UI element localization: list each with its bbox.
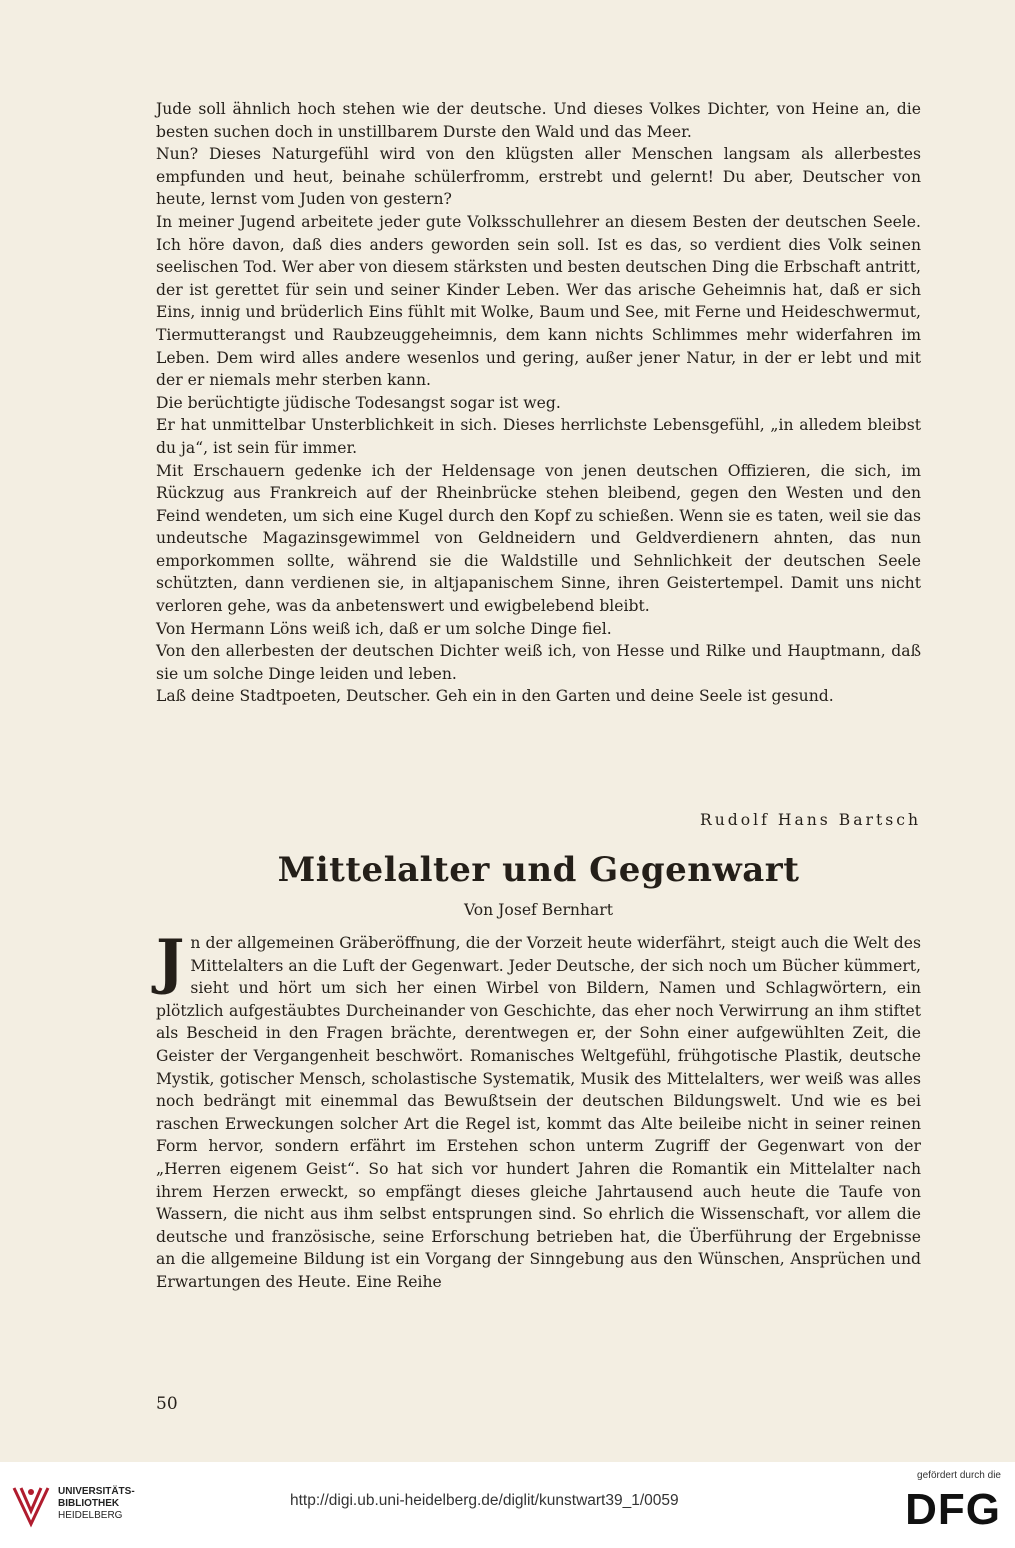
paragraph: Nun? Dieses Naturgefühl wird von den klügsten aller Menschen langsam als allerbestes empfunden und heut, beinahe schülerfromm, erstrebt und gelernt! Du aber, Deutscher von heute, lernst vom Juden von gestern? <box>156 145 921 209</box>
article-paragraph <box>156 927 921 1294</box>
author-signature: Rudolf Hans Bartsch <box>699 811 921 829</box>
article-body <box>156 927 921 1294</box>
funding-note: gefördert durch die <box>917 1470 1001 1481</box>
article-byline: Von Josef Bernhart <box>463 901 614 919</box>
university-seal-icon <box>12 1484 50 1528</box>
paragraph: Von Hermann Löns weiß ich, daß er um solche Dinge fiel. <box>156 619 612 638</box>
library-name <box>58 1486 135 1522</box>
library-name-line: UNIVERSITÄTS- <box>58 1486 135 1497</box>
paragraph: Er hat unmittelbar Unsterblichkeit in sich. Dieses herrlichste Lebensgefühl, „in alledem bleibst du ja“, ist sein für immer. <box>156 416 921 457</box>
permalink-url[interactable]: http://digi.ub.uni-heidelberg.de/diglit/kunstwart39_1/0059 <box>290 1492 679 1509</box>
paragraph: Von den allerbesten der deutschen Dichter weiß ich, von Hesse und Rilke und Hauptmann, daß sie um solche Dinge leiden und leben. <box>156 642 921 683</box>
article-title: Mittelalter und Gegenwart <box>277 850 800 890</box>
paragraph: Mit Erschauern gedenke ich der Heldensage von jenen deutschen Offizieren, die sich, im Rückzug aus Frankreich auf der Rheinbrücke stehen bleibend, gegen den Westen und den Feind wendeten, um sich eine Kugel durch den Kopf zu schießen. Wenn sie es taten, weil sie das undeutsche Magazinsgewimmel von Geldneidern und Geldverdienern ahnten, das nun emporkommen sollte, während sie die Waldstille und Sehnlichkeit der deutschen Seele schützten, dann verdienen sie, in altjapanischem Sinne, ihren Geistertempel. Damit uns nicht verloren gehe, was da anbetenswert und ewigbelebend bleibt. <box>156 461 921 616</box>
paragraph: Laß deine Stadtpoeten, Deutscher. Geh ein in den Garten und deine Seele ist gesund. <box>156 687 834 706</box>
article-text: n der allgemeinen Gräberöffnung, die der Vorzeit heute widerfährt, steigt auch die Welt des Mittelalters an die Luft der Gegenwart. Jeder Deutsche, der sich noch um Bücher kümmert, sieht und hört um sich her einen Wirbel von Bildern, Namen und Schlagwörtern, ein plötzlich aufgestäubtes Durcheinander von Geschichte, das eher noch Verwirrung an ihm stiftet als Bescheid in den Fragen brächte, derentwegen er, der Sohn einer aufgewühlten Zeit, die Geister der Vergangenheit beschwört. Romanisches Weltgefühl, frühgotische Plastik, deutsche Mystik, gotischer Mensch, scholastische Systematik, Musik des Mittelalters, wer weiß was alles noch bedrängt mit einemmal das Bewußtsein der deutschen Bildungswelt. Und wie es bei raschen Erweckungen solcher Art die Regel ist, kommt das Alte beileibe nicht in seiner reinen Form hervor, sondern erfährt im Erstehen schon unterm Zugriff der Gegenwart von der „Herren eigenem Geist“. So hat sich vor hundert Jahren die Romantik ein Mittelalter nach ihrem Herzen erweckt, so empfängt dieses gleiche Jahrtausend auch heute die Taufe von Wassern, die nicht aus ihm selbst entsprungen sind. So ehrlich die Wissenschaft, vor allem die deutsche und französische, seine Erforschung betrieben hat, die Überführung der Ergebnisse an die allgemeine Bildung ist ein Vorgang der Sinngebung aus den Wünschen, Ansprüchen und Erwartungen des Heute. Eine Reihe <box>156 934 921 1291</box>
library-name-line: BIBLIOTHEK <box>58 1498 120 1509</box>
text-block-top <box>156 98 921 708</box>
drop-cap: J <box>156 927 185 997</box>
dfg-logo: DFG <box>905 1485 1001 1534</box>
paragraph: Die berüchtigte jüdische Todesangst sogar ist weg. <box>156 393 561 412</box>
paragraph: Jude soll ähnlich hoch stehen wie der deutsche. Und dieses Volkes Dichter, von Heine an, die besten suchen doch in unstillbarem Durste den Wald und das Meer. <box>156 100 921 141</box>
page-number: 50 <box>156 1394 178 1414</box>
library-name-line: HEIDELBERG <box>58 1510 123 1521</box>
paragraph: In meiner Jugend arbeitete jeder gute Volksschullehrer an diesem Besten der deutschen Seele. Ich höre davon, daß dies anders geworden sein soll. Ist es das, so verdient dies Volk seinen seelischen Tod. Wer aber von diesem stärksten und besten deutschen Ding die Erbschaft antritt, der ist gerettet für sein und seiner Kinder Leben. Wer das arische Geheimnis hat, daß er sich Eins, innig und brüderlich Eins fühlt mit Wolke, Baum und See, mit Ferne und Heideschwermut, Tiermutterangst und Raubzeuggeheimnis, dem kann nichts Schlimmes mehr widerfahren im Leben. Dem wird alles andere wesenlos und gering, außer jener Natur, in der er lebt und mit der er niemals mehr sterben kann. <box>156 212 921 390</box>
viewer-footer <box>0 1462 1015 1548</box>
